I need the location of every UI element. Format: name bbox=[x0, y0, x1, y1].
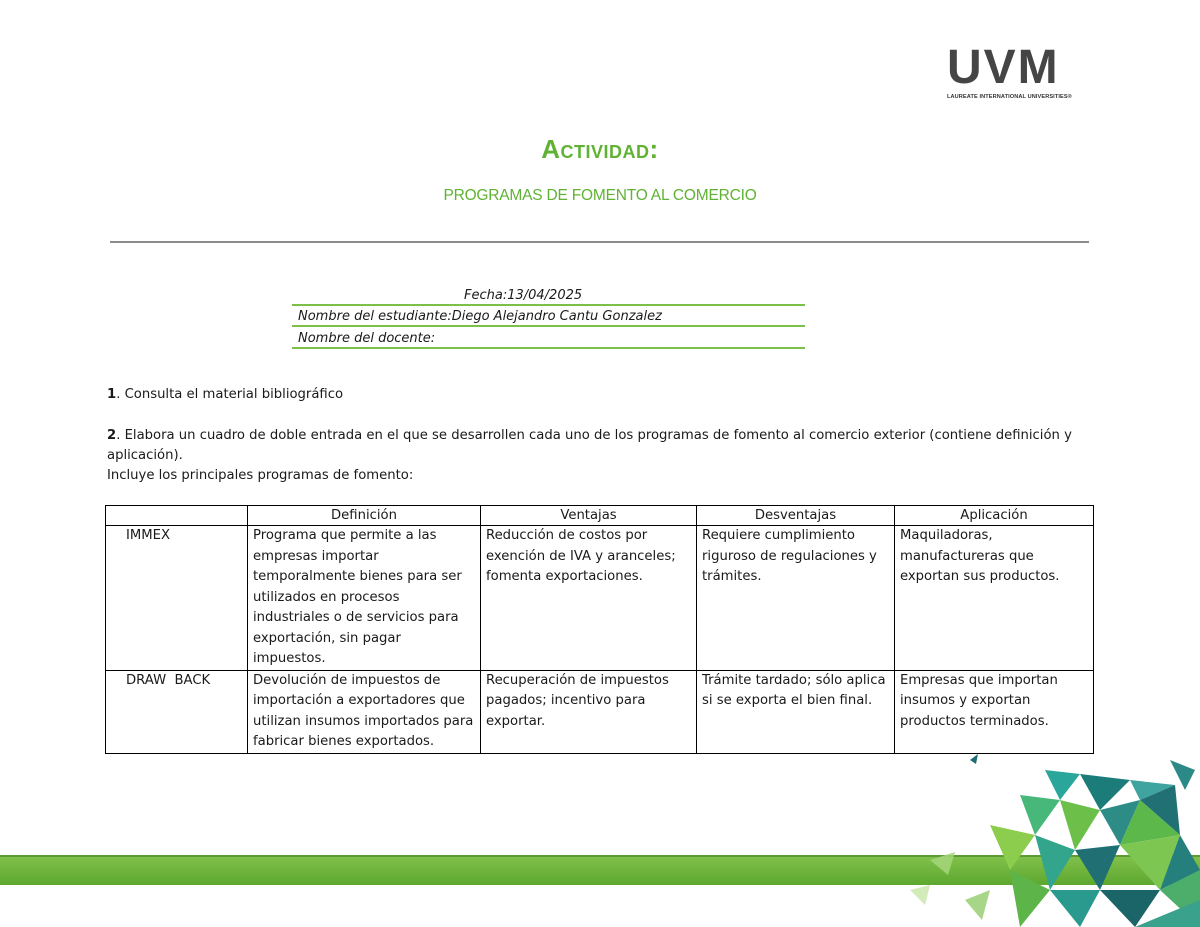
disadvantages-cell: Trámite tardado; sólo aplica si se exporta el bien final. bbox=[697, 670, 895, 753]
uvm-logo bbox=[947, 41, 1083, 100]
table-header bbox=[106, 506, 248, 526]
fecha-underline bbox=[292, 304, 805, 306]
application-cell: Maquiladoras, manufactureras que exportan sus productos. bbox=[895, 526, 1094, 671]
instruction-2 bbox=[107, 426, 1097, 466]
advantages-cell: Reducción de costos por exención de IVA y aranceles; fomenta exportaciones. bbox=[481, 526, 697, 671]
student-underline bbox=[292, 325, 805, 327]
table-header-row bbox=[106, 506, 1094, 526]
logo-subtitle: LAUREATE INTERNATIONAL UNIVERSITIES® bbox=[947, 94, 1072, 100]
page-subtitle: PROGRAMAS DE FOMENTO AL COMERCIO bbox=[443, 187, 757, 204]
teacher-name-field: Nombre del docente: bbox=[298, 331, 436, 346]
table-row bbox=[106, 526, 1094, 671]
instruction-1 bbox=[107, 385, 1097, 405]
instruction-1-number: 1 bbox=[107, 387, 117, 402]
application-cell: Empresas que importan insumos y exportan productos terminados. bbox=[895, 670, 1094, 753]
header-divider bbox=[110, 241, 1089, 243]
instruction-2-text: . Elabora un cuadro de doble entrada en el que se desarrollen cada uno de los programas de fomento al comercio exterior (contiene definición y aplicación). bbox=[107, 428, 1072, 463]
decorative-polygons bbox=[870, 740, 1200, 927]
definition-cell: Programa que permite a las empresas importar temporalmente bienes para ser utilizados en procesos industriales o de servicios para exportación, sin pagar impuestos. bbox=[248, 526, 481, 671]
student-name-field: Nombre del estudiante:Diego Alejandro Cantu Gonzalez bbox=[298, 309, 662, 324]
table-header: Aplicación bbox=[895, 506, 1094, 526]
definition-cell: Devolución de impuestos de importación a exportadores que utilizan insumos importados para fabricar bienes exportados. bbox=[248, 670, 481, 753]
programs-table bbox=[105, 505, 1094, 754]
instruction-1-text: . Consulta el material bibliográfico bbox=[116, 387, 344, 402]
instruction-2-number: 2 bbox=[107, 428, 117, 443]
fecha-field: Fecha:13/04/2025 bbox=[464, 288, 583, 303]
disadvantages-cell: Requiere cumplimiento riguroso de regulaciones y trámites. bbox=[697, 526, 895, 671]
table-header: Definición bbox=[248, 506, 481, 526]
teacher-underline bbox=[292, 347, 805, 349]
table-header: Ventajas bbox=[481, 506, 697, 526]
program-name: IMMEX bbox=[106, 526, 248, 671]
instruction-2-note: Incluye los principales programas de fomento: bbox=[107, 468, 414, 483]
table-header: Desventajas bbox=[697, 506, 895, 526]
page-title: Actividad: bbox=[541, 134, 659, 164]
advantages-cell: Recuperación de impuestos pagados; incentivo para exportar. bbox=[481, 670, 697, 753]
program-name: DRAW BACK bbox=[106, 670, 248, 753]
logo-text: UVM bbox=[947, 41, 1060, 94]
